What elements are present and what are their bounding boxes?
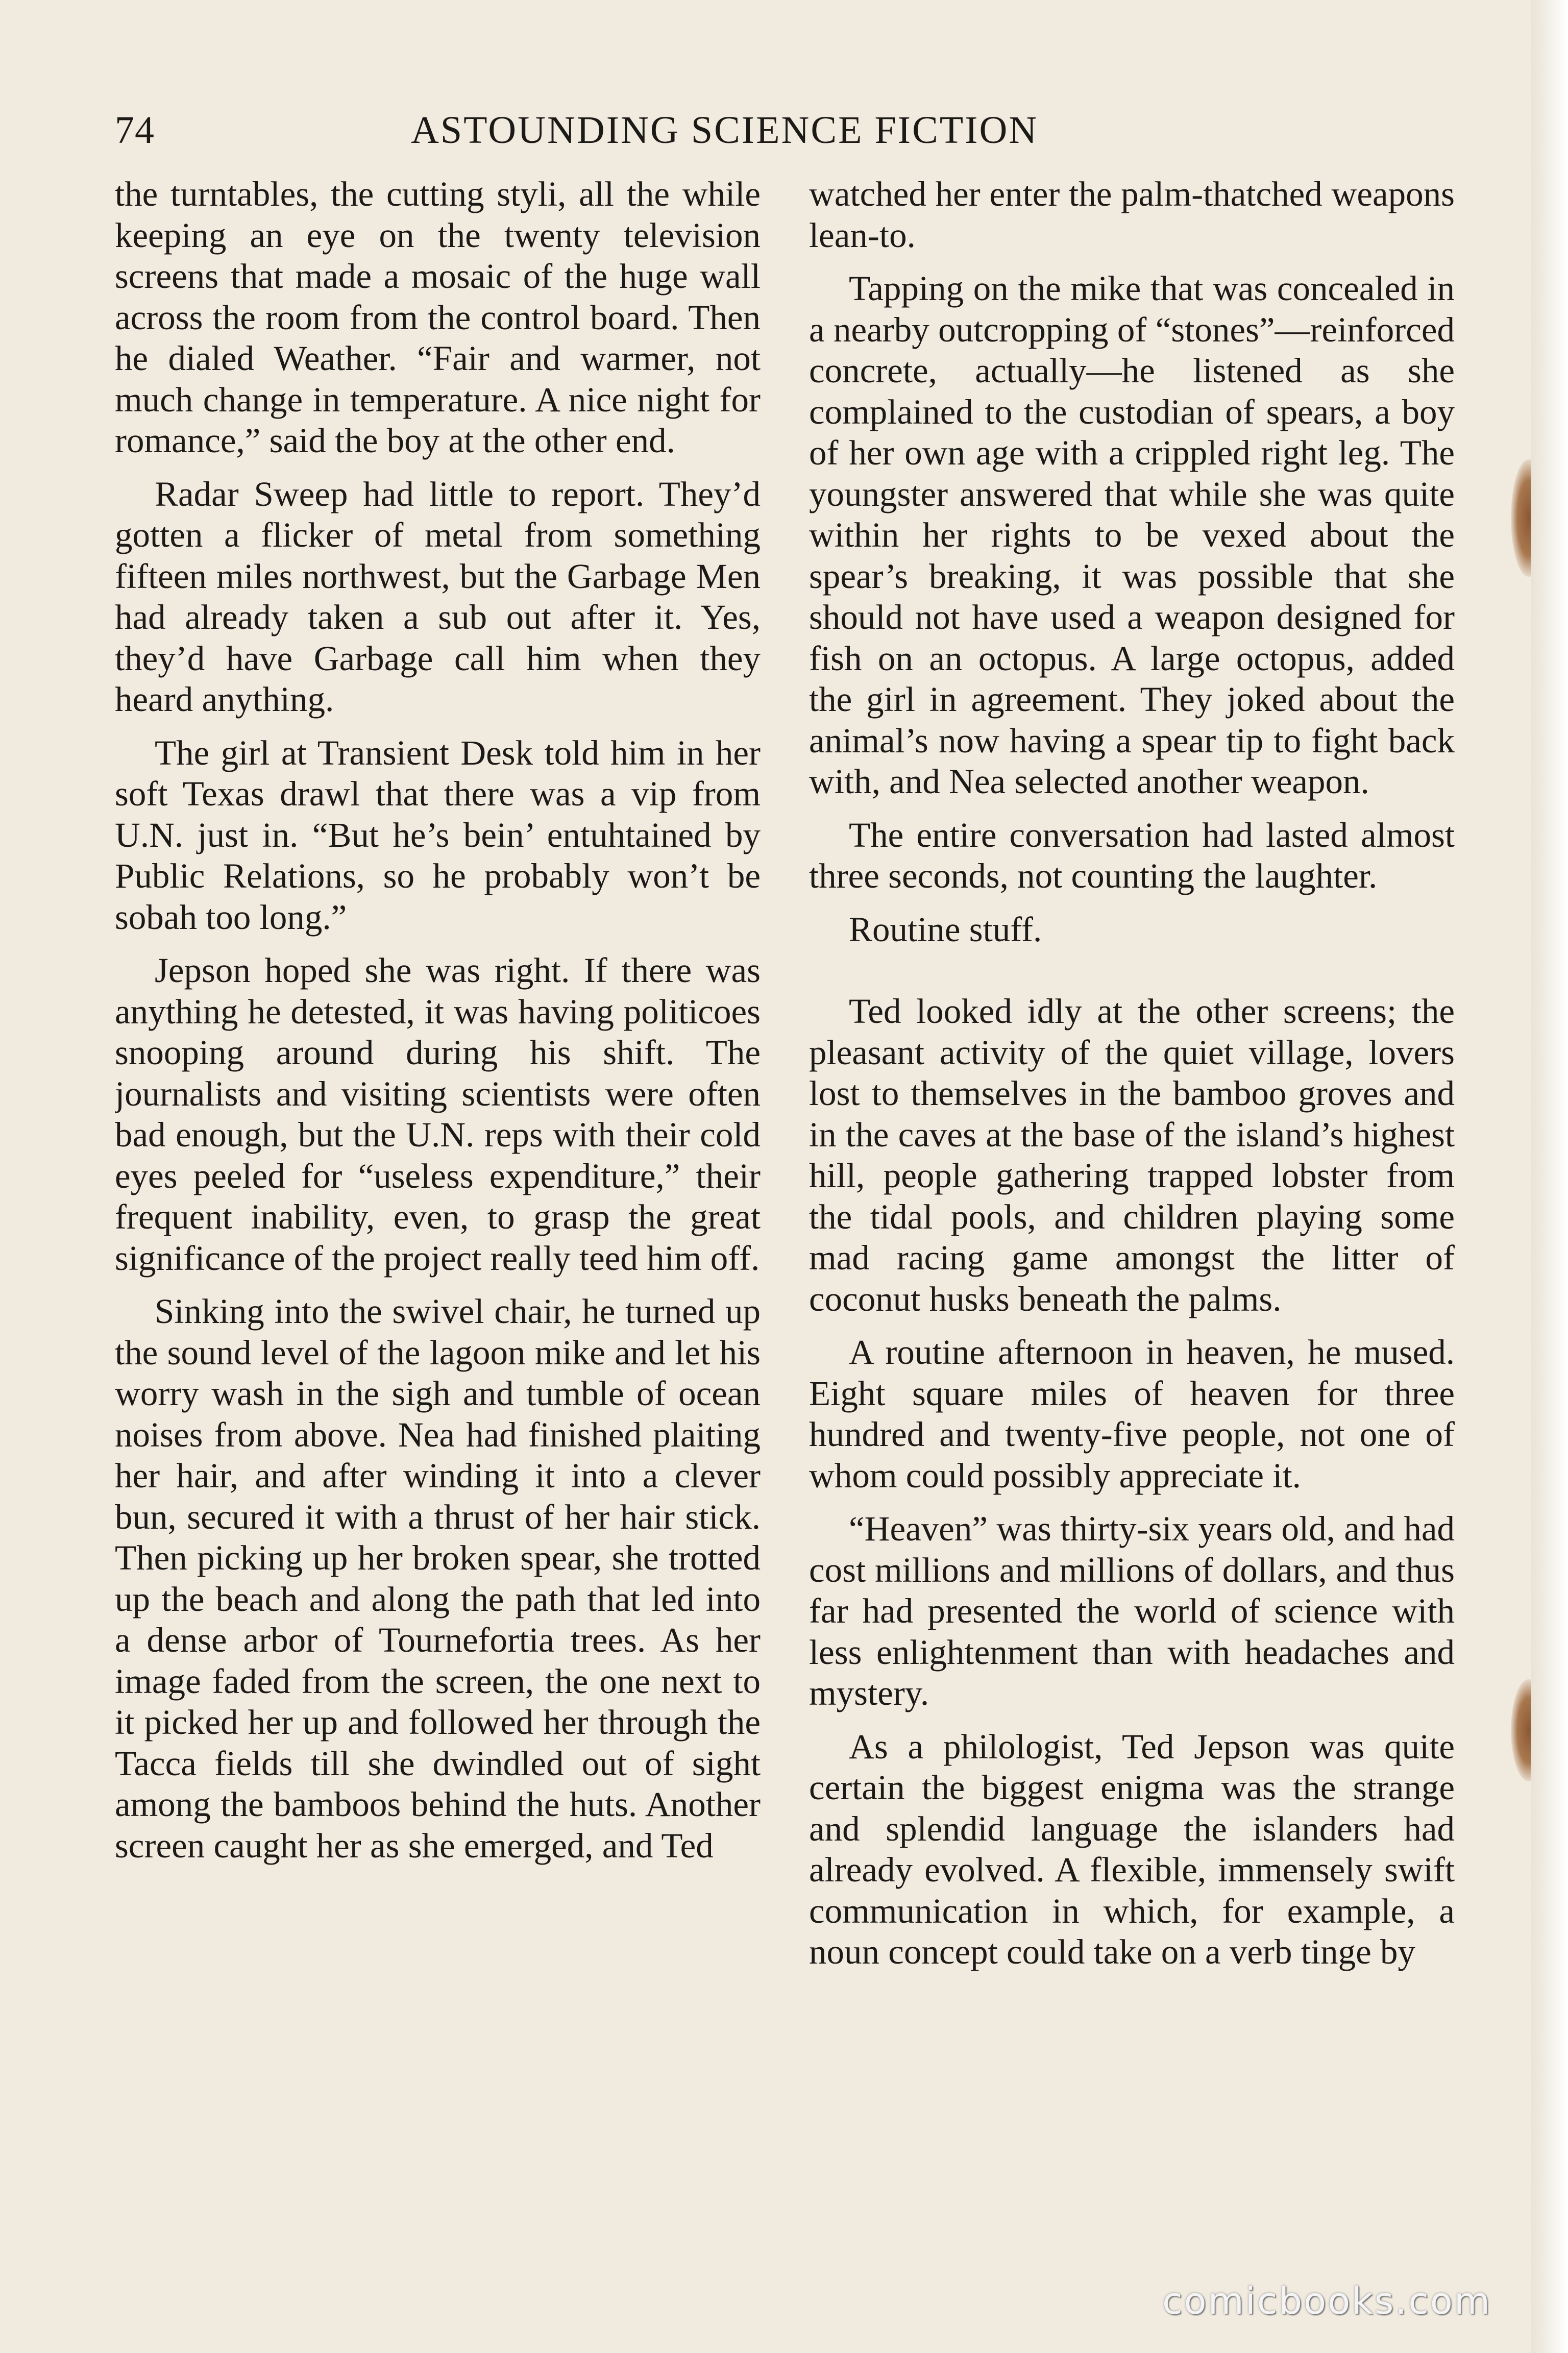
paragraph: Radar Sweep had little to report. They’d gotten a flicker of metal from something fifteen miles northwest, but the Garbage Men had already taken a sub out after it. Yes, they’d have Garbage call him when they heard anything. — [115, 474, 761, 719]
page-edge — [1531, 0, 1568, 2353]
right-column — [809, 174, 1455, 2246]
page-number: 74 — [115, 109, 155, 152]
left-column — [115, 174, 761, 2246]
paragraph: The girl at Transient Desk told him in her soft Texas drawl that there was a vip from U.N. just in. “But he’s bein’ entuhtained by Public Relations, so he probably won’t be sobah too long.” — [115, 733, 761, 937]
watermark: comicbooks.com — [1162, 2280, 1491, 2322]
paragraph: Routine stuff. — [849, 910, 1042, 949]
paragraph: A routine afternoon in heaven, he mused. Eight square miles of heaven for three hundred and twenty-five people, not one of whom could possibly appreciate it. — [809, 1333, 1455, 1495]
paragraph: Ted looked idly at the other screens; the pleasant activity of the quiet village, lovers lost to themselves in the bamboo groves and in the caves at the base of the island’s highest hill, people gathering trapped lobster from the tidal pools, and children playing some mad racing game amongst the litter of coconut husks beneath the palms. — [809, 992, 1455, 1318]
paragraph: watched her enter the palm-thatched weapons lean-to. — [809, 175, 1455, 255]
page-header — [115, 102, 1457, 158]
paragraph: As a philologist, Ted Jepson was quite certain the biggest enigma was the strange and splendid language the islanders had already evolved. A flexible, immensely swift communication in which, for example, a noun concept could take on a verb tinge by — [809, 1727, 1455, 1971]
paragraph: Jepson hoped she was right. If there was anything he detested, it was having politicoes snooping around during his shift. The journalists and visiting scientists were often bad enough, but the U.N. reps with their cold eyes peeled for “useless expenditure,” their frequent inability, even, to grasp the great significance of the project really teed him off. — [115, 951, 761, 1278]
paragraph: Tapping on the mike that was concealed in a nearby outcropping of “stones”—reinforced concrete, actually—he listened as she complained to the custodian of spears, a boy of her own age with a crippled right leg. The youngster answered that while she was quite within her rights to be vexed about the spear’s breaking, it was possible that she should not have used a weapon designed for fish on an octopus. A large octopus, added the girl in agreement. They joked about the animal’s now having a spear tip to fight back with, and Nea selected another weapon. — [809, 269, 1455, 801]
paragraph: “Heaven” was thirty-six years old, and had cost millions and millions of dollars, and thus far had presented the world of science with less enlightenment than with headaches and mystery. — [809, 1509, 1455, 1712]
paragraph: the turntables, the cutting styli, all the while keeping an eye on the twenty television screens that made a mosaic of the huge wall across the room from the control board. Then he dialed Weather. “Fair and warmer, not much change in temperature. A nice night for romance,” said the boy at the other end. — [115, 175, 761, 460]
paragraph: The entire conversation had lasted almost three seconds, not counting the laughter. — [809, 815, 1455, 895]
running-title: ASTOUNDING SCIENCE FICTION — [411, 109, 1039, 152]
paragraph: Sinking into the swivel chair, he turned up the sound level of the lagoon mike and let his worry wash in the sigh and tumble of ocean noises from above. Nea had finished plaiting her hair, and after winding it into a clever bun, secured it with a thrust of her hair stick. Then picking up her broken spear, she trotted up the beach and along the path that led into a dense arbor of Tournefortia trees. As her image faded from the screen, the one next to it picked her up and followed her through the Tacca fields till she dwindled out of sight among the bamboos behind the huts. Another screen caught her as she emerged, and Ted — [115, 1292, 761, 1865]
